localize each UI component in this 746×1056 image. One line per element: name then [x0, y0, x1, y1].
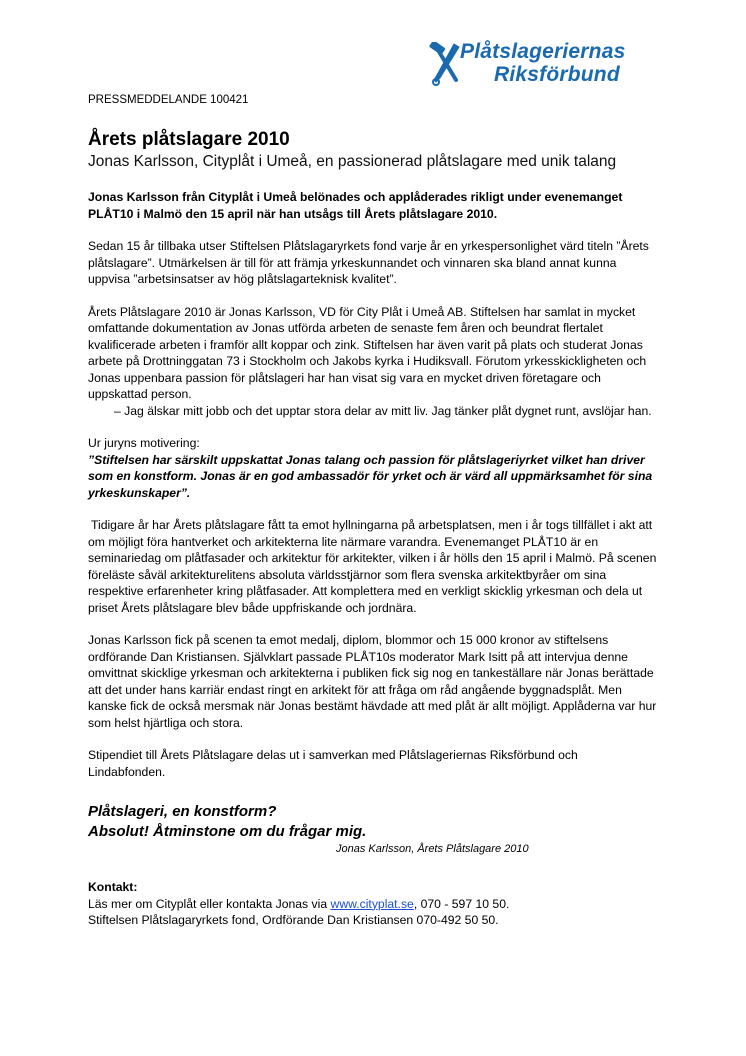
- paragraph-3: Tidigare år har Årets plåtslagare fått ta emot hyllningarna på arbetsplatsen, men i år togs tillfället i akt att om möjligt föra hantverket och arkitekterna lite närmare varandra. Evenemanget PLÅT10 är en seminariedag om plåtfasader och arkitektur för arkitekter, vilken i år hölls den 15 april i Malmö. På scenen föreläste såväl arkitekturelitens absoluta världsstjärnor som flera svenska arkitektbyråer om sina respektive erfarenheter kring plåtfasader. Att komplettera med en verkligt skicklig yrkesman och dela ut priset Årets plåtslagare blev både uppfriskande och jordnära.: [88, 518, 657, 615]
- paragraph-1: Sedan 15 år tillbaka utser Stiftelsen Plåtslagaryrkets fond varje år en yrkespersonlighet värd titeln ”Årets plåtslagare”. Utmärkelsen är till för att främja yrkeskunnandet och vinnaren ska bland annat kunna uppvisa ”arbetsinsatser av hög plåtslagarteknisk kvalitet”.: [88, 239, 649, 286]
- paragraph-4: Jonas Karlsson fick på scenen ta emot medalj, diplom, blommor och 15 000 kronor av stiftelsens ordförande Dan Kristiansen. Självklart passade PLÅT10s moderator Mark Isitt på att intervjua denne omvittnat skicklige yrkesman och arkitekterna i publiken fick sig nog en tankeställare när Jonas berättade att det under hans karriär endast ringt en arkitekt för att fråga om råd angående byggnadsplåt. Men kanske fick de också mersmak när Jonas bestämt hävdade att med plåt är allt möjligt. Applåderna var hur som helst hjärtliga och stora.: [88, 633, 657, 730]
- motto: [88, 802, 658, 842]
- contact-line-1-before: Läs mer om Cityplåt eller kontakta Jonas via: [88, 896, 331, 911]
- paragraph-2: [88, 304, 658, 420]
- press-release-body: [88, 94, 658, 945]
- press-release-label: PRESSMEDDELANDE 100421: [88, 94, 249, 106]
- logo-line-2: Riksförbund: [494, 63, 620, 86]
- organization-logo: [428, 40, 678, 96]
- contact-heading: Kontakt:: [88, 880, 138, 894]
- jury-quote: ”Stiftelsen har särskilt uppskattat Jonas talang och passion för plåtslageriyrket vilket han driver som en konstform. Jonas är en god ambassadör för yrket och är värd all uppmärksamhet för sina yrkeskunskaper”.: [88, 452, 653, 500]
- lead-paragraph: Jonas Karlsson från Cityplåt i Umeå belönades och applåderades rikligt under evenemanget PLÅT10 i Malmö den 15 april när han utsågs till Årets plåtslagare 2010.: [88, 190, 623, 221]
- paragraph-5: Stipendiet till Årets Plåtslagare delas ut i samverkan med Plåtslageriernas Riksförbund och Lindabfonden.: [88, 748, 578, 779]
- signature: Jonas Karlsson, Årets Plåtslagare 2010: [336, 843, 529, 855]
- jury-intro: Ur juryns motivering:: [88, 436, 200, 450]
- contact-line-2: Stiftelsen Plåtslagaryrkets fond, Ordförande Dan Kristiansen 070-492 50 50.: [88, 913, 499, 927]
- motto-line-1: Plåtslageri, en konstform?: [88, 803, 277, 820]
- contact-line-1: [88, 896, 658, 913]
- jury-section: [88, 435, 658, 501]
- contact-line-1-after: , 070 - 597 10 50.: [413, 896, 510, 911]
- page-title: Årets plåtslagare 2010: [88, 129, 290, 150]
- page-subtitle: Jonas Karlsson, Cityplåt i Umeå, en passionerad plåtslagare med unik talang: [88, 153, 617, 170]
- logo-line-1: Plåtslageriernas: [460, 40, 626, 63]
- motto-line-2: Absolut! Åtminstone om du frågar mig.: [88, 823, 367, 840]
- winner-quote: – Jag älskar mitt jobb och det upptar stora delar av mitt liv. Jag tänker plåt dygnet runt, avslöjar han.: [114, 403, 652, 418]
- crossed-tools-icon: [428, 42, 462, 86]
- paragraph-2-text: Årets Plåtslagare 2010 är Jonas Karlsson, VD för City Plåt i Umeå AB. Stiftelsen har samlat in mycket omfattande dokumentation av Jonas utförda arbeten de senaste fem åren och beundrat flertalet kvalificerade arbeten i framför allt koppar och zink. Stiftelsen har även varit på plats och studerat Jonas arbete på Drottninggatan 73 i Stockholm och Jakobs kyrka i Hudiksvall. Förutom yrkesskickligheten och Jonas uppenbara passion för plåtslageri har han visat sig vara en mycket driven företagare och uppskattad person.: [88, 304, 647, 401]
- cityplat-website-link[interactable]: www.cityplat.se: [330, 896, 414, 911]
- contact-section: [88, 879, 658, 929]
